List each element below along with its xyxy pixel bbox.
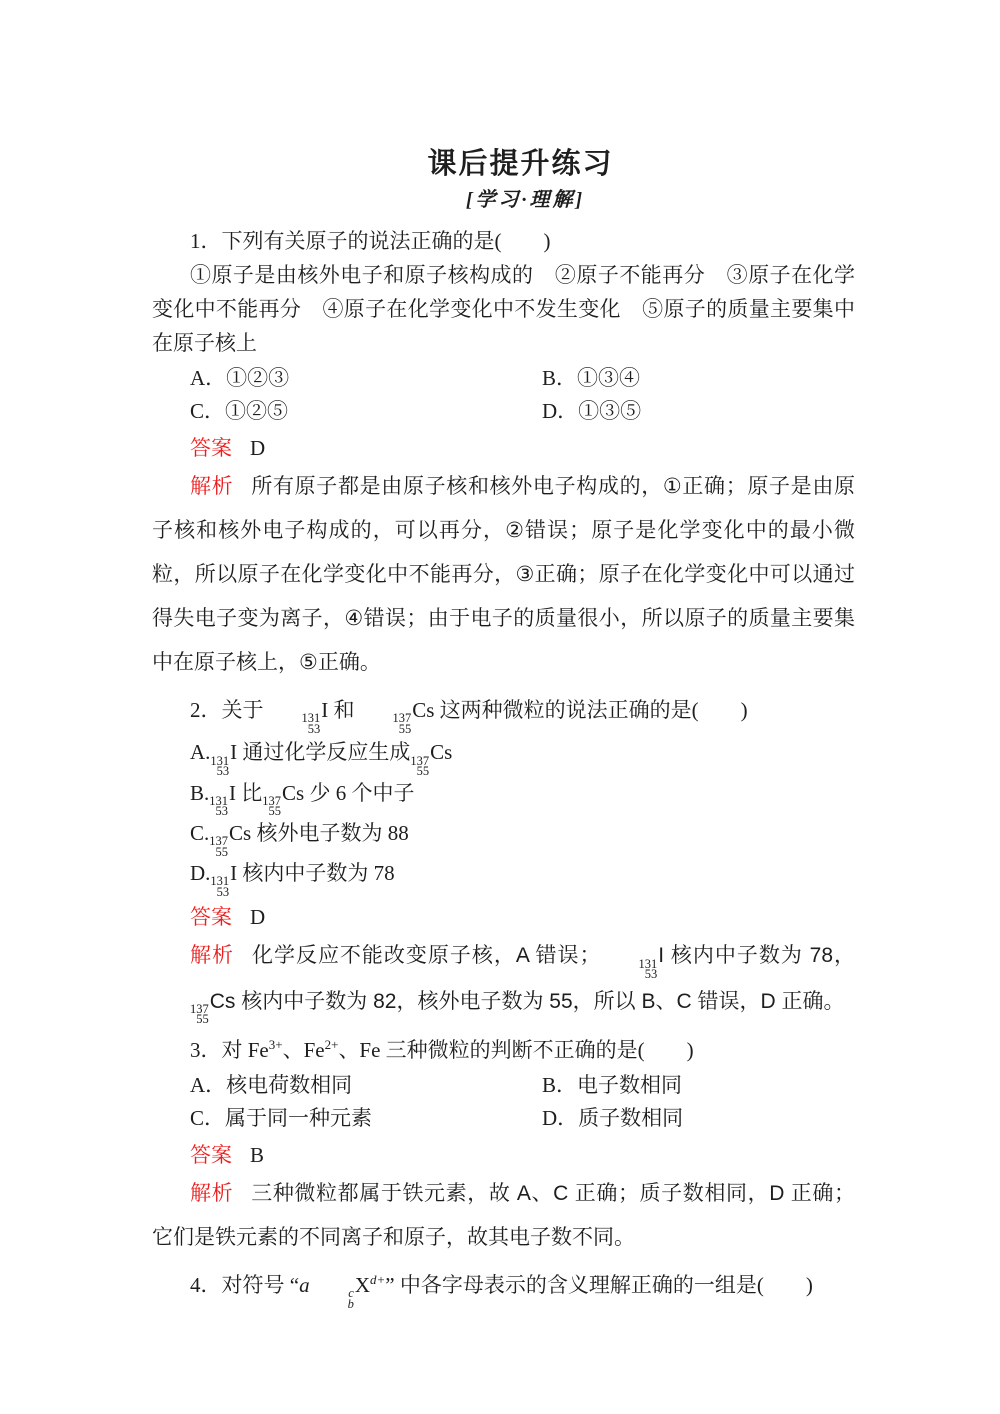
text-run: Cs 核内中子数为 82，核外电子数为 55，所以 B、C 错误，D 正确。 <box>209 989 845 1013</box>
isotope-stack: 131 53 <box>209 793 229 819</box>
question-1-option-b <box>542 362 855 395</box>
answer-value: D <box>250 436 266 460</box>
text-run: B．电子数相同 <box>542 1072 683 1097</box>
isotope-stack: 137 55 <box>209 834 229 859</box>
answer-label: 答案 <box>190 1143 232 1167</box>
analysis-text <box>152 475 855 674</box>
answer-label: 答案 <box>190 437 232 460</box>
question-1-analysis <box>152 465 855 685</box>
text-run: 、Fe <box>282 1037 325 1062</box>
superscript: 2+ <box>324 1036 339 1052</box>
text-run: I 通过化学反应生成 <box>230 740 411 765</box>
question-3 <box>152 1033 855 1260</box>
question-3-option-b <box>542 1069 855 1102</box>
question-4-stem <box>152 1268 855 1309</box>
question-1-option-d <box>542 395 855 428</box>
page-title: 课后提升练习 <box>427 148 614 180</box>
question-2-stem <box>152 693 855 734</box>
question-3-analysis <box>152 1172 855 1260</box>
question-2-analysis <box>152 934 855 1025</box>
question-2-answer-row <box>152 901 855 934</box>
question-3-stem <box>152 1033 855 1067</box>
text-run: C．①②⑤ <box>190 399 289 423</box>
text-run: D．①③⑤ <box>542 399 642 423</box>
question-1-statements <box>152 258 855 360</box>
isotope-stack: 131 53 <box>210 874 230 899</box>
text-run: 、Fe 三种微粒的判断不正确的是( ) <box>338 1037 694 1062</box>
question-2-option-c <box>190 817 855 857</box>
text-run: I 核内中子数为 78， <box>658 944 856 968</box>
question-2-options <box>152 736 855 897</box>
analysis-label: 解析 <box>190 475 234 498</box>
question-3-option-a <box>190 1069 542 1102</box>
question-1-option-a <box>190 362 542 395</box>
isotope-stack: 131 53 <box>210 753 230 778</box>
analysis-label: 解析 <box>190 1181 234 1205</box>
superscript: d+ <box>370 1271 386 1287</box>
text-run: I 核内中子数为 78 <box>230 861 395 885</box>
question-2-option-a <box>190 736 855 776</box>
analysis-text <box>152 944 856 1027</box>
text-run: D. <box>190 861 211 885</box>
text-run: B. <box>190 780 210 805</box>
isotope-stack: c b <box>347 1286 354 1311</box>
text-run: 1．下列有关原子的说法正确的是( ) <box>190 229 551 253</box>
text-run: D．质子数相同 <box>542 1105 684 1130</box>
text-run: a <box>299 1272 310 1297</box>
question-1-stem <box>152 224 855 258</box>
analysis-label: 解析 <box>190 944 234 968</box>
question-1-answer-row <box>152 432 855 465</box>
text-run: X <box>354 1272 370 1297</box>
text-run: A．①②③ <box>190 366 290 390</box>
question-3-options <box>152 1069 855 1135</box>
text-run: C. <box>190 820 210 845</box>
analysis-text <box>152 1182 855 1249</box>
text-run: I 和 <box>321 698 355 722</box>
page-subtitle: [学习·理解] <box>465 189 586 211</box>
text-run: Cs <box>430 740 453 765</box>
isotope-stack: 137 55 <box>392 711 412 736</box>
text-run: 所有原子都是由原子核和核外电子构成的，①正确；原子是由原子核和核外电子构成的，可以再分，②错误；原子是化学变化中的最小微粒，所以原子在化学变化中不能再分，③正确；原子在化学变化中可以通过得失电子变为离子，④错误；由于电子的质量很小，所以原子的质量主要集中在原子核上，⑤正确。 <box>152 475 856 674</box>
question-2 <box>152 693 855 1025</box>
question-3-answer-row <box>152 1139 855 1172</box>
isotope-stack: 137 55 <box>410 753 430 778</box>
question-3-option-d <box>542 1102 855 1135</box>
question-2-option-d <box>190 857 855 897</box>
answer-label: 答案 <box>190 906 232 930</box>
text-run: I 比 <box>229 780 263 805</box>
answer-value: B <box>250 1142 265 1167</box>
text-run: B．①③④ <box>542 366 641 390</box>
text-run: A. <box>190 740 211 765</box>
text-run: Cs 少 6 个中子 <box>282 780 415 805</box>
question-3-option-c <box>190 1102 542 1135</box>
text-run: ①原子是由核外电子和原子核构成的 ②原子不能再分 ③原子在化学变化中不能再分 ④原子在化学变化中不发生变化 ⑤原子的质量主要集中在原子核上 <box>152 263 855 355</box>
question-1-option-c <box>190 395 542 428</box>
text-run: ” 中各字母表示的含义理解正确的一组是( ) <box>385 1272 813 1297</box>
isotope-stack: 131 53 <box>638 956 658 981</box>
text-run: Cs 这两种微粒的说法正确的是( ) <box>412 698 748 722</box>
question-2-option-b <box>190 777 855 817</box>
text-run: A．核电荷数相同 <box>190 1072 353 1097</box>
isotope-stack: 131 53 <box>301 711 321 736</box>
isotope-stack: 137 55 <box>190 1001 209 1027</box>
text-run: C．属于同一种元素 <box>190 1105 373 1130</box>
question-4 <box>152 1268 855 1309</box>
text-run: Cs 核外电子数为 88 <box>229 820 409 845</box>
text-run: 化学反应不能改变原子核，A 错误； <box>251 944 601 968</box>
isotope-stack: 137 55 <box>262 793 282 819</box>
text-run: 3．对 Fe <box>190 1037 269 1062</box>
question-1-options <box>152 362 855 428</box>
superscript: 3+ <box>268 1036 283 1052</box>
answer-value: D <box>250 905 266 930</box>
text-run: 三种微粒都属于铁元素，故 A、C 正确；质子数相同，D 正确；它们是铁元素的不同离子和原子，故其电子数不同。 <box>152 1181 856 1249</box>
text-run: 4．对符号 “ <box>190 1272 300 1297</box>
text-run: 2．关于 <box>190 698 264 722</box>
question-1 <box>152 224 855 685</box>
